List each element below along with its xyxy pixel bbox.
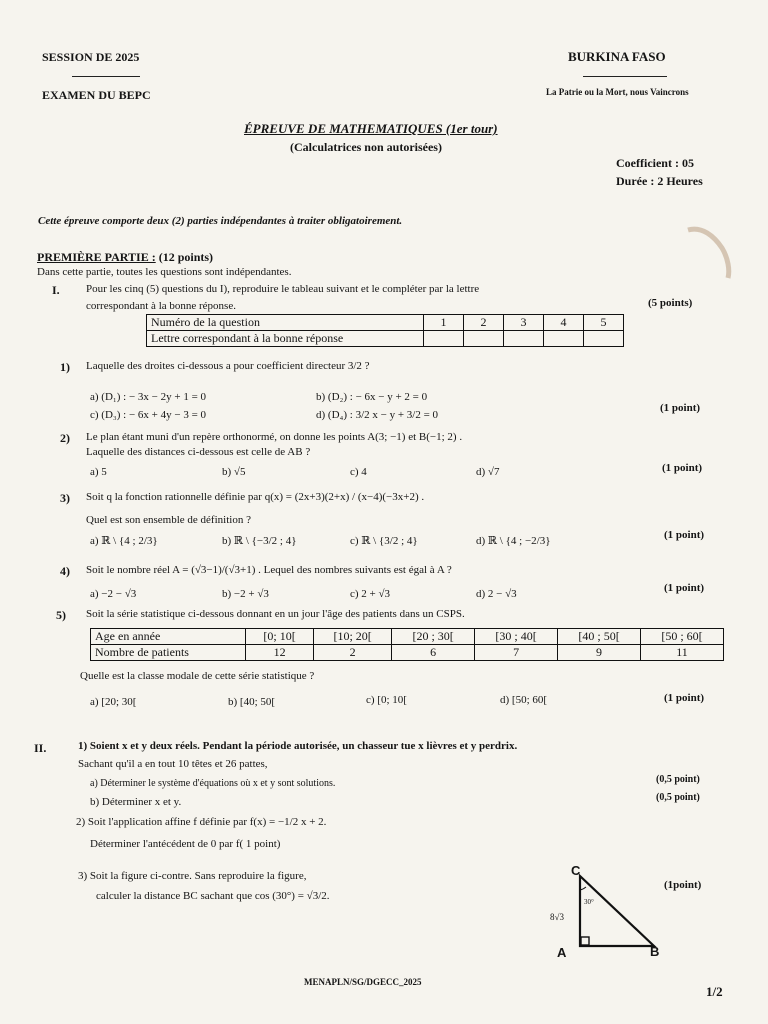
session-label: SESSION DE 2025 xyxy=(42,50,140,64)
q3-option-a: a) ℝ \ {4 ; 2/3} xyxy=(90,535,158,547)
q1-number: 1) xyxy=(60,360,70,374)
table-cell xyxy=(464,331,504,347)
divider xyxy=(583,76,667,77)
q1-points: (1 point) xyxy=(660,402,701,414)
p2-q1b: b) Déterminer x et y. xyxy=(90,796,182,808)
answer-table xyxy=(146,314,624,347)
vertex-a-label: A xyxy=(557,945,567,960)
q3-text1: Soit q la fonction rationnelle définie par q(x) = (2x+3)(2+x) / (x−4)(−3x+2) . xyxy=(86,491,425,503)
statistics-table xyxy=(90,628,724,661)
q3-option-b: b) ℝ \ {−3/2 ; 4} xyxy=(222,535,297,547)
q2-option-a: a) 5 xyxy=(90,466,107,478)
table-cell: [20 ; 30[ xyxy=(392,629,475,645)
q5-option-d: d) [50; 60[ xyxy=(500,694,548,706)
epreuve-title: ÉPREUVE DE MATHEMATIQUES (1er tour) xyxy=(244,121,498,136)
country-label: BURKINA FASO xyxy=(568,49,666,64)
table-cell: Age en année xyxy=(91,629,246,645)
vertex-c-label: C xyxy=(571,863,581,878)
p2-q1a: a) Déterminer le système d'équations où x et y sont solutions. xyxy=(90,778,336,789)
table-cell: 6 xyxy=(392,645,475,661)
q5-option-b: b) [40; 50[ xyxy=(228,696,276,708)
q4-number: 4) xyxy=(60,564,70,578)
table-cell xyxy=(424,331,464,347)
q4-option-a: a) −2 − √3 xyxy=(90,588,137,600)
q5-option-c: c) [0; 10[ xyxy=(366,694,407,706)
table-cell: [50 ; 60[ xyxy=(641,629,724,645)
table-cell: Lettre correspondant à la bonne réponse xyxy=(147,331,424,347)
vertex-b-label: B xyxy=(650,944,660,959)
p2-q3-points: (1point) xyxy=(664,879,702,891)
instruction-line2: correspondant à la bonne réponse. xyxy=(86,300,236,312)
q5-points: (1 point) xyxy=(664,692,705,704)
angle-label: 30° xyxy=(584,898,594,906)
intro-text: Cette épreuve comporte deux (2) parties indépendantes à traiter obligatoirement. xyxy=(38,215,403,227)
roman-I: I. xyxy=(52,283,60,297)
q1-option-c: c) (D₃) : − 6x + 4y − 3 = 0 xyxy=(90,409,207,421)
q2-points: (1 point) xyxy=(662,462,703,474)
instruction-line1: Pour les cinq (5) questions du I), reproduire le tableau suivant et le compléter par la lettre xyxy=(86,283,480,295)
p2-q1-line2: Sachant qu'il a en tout 10 têtes et 26 pattes, xyxy=(78,758,268,770)
q5-text: Soit la série statistique ci-dessous donnant en un jour l'âge des patients dans un CSPS. xyxy=(86,608,465,620)
footer-code: MENAPLN/SG/DGECC_2025 xyxy=(304,977,422,987)
roman-II: II. xyxy=(34,741,47,755)
paper-mark xyxy=(684,222,734,282)
q4-option-c: c) 2 + √3 xyxy=(350,588,391,600)
table-cell: 9 xyxy=(558,645,641,661)
q3-points: (1 point) xyxy=(664,529,705,541)
p2-q3-line2: calculer la distance BC sachant que cos (30°) = √3/2. xyxy=(96,890,330,902)
table-cell: 4 xyxy=(544,315,584,331)
q4-option-d: d) 2 − √3 xyxy=(476,588,517,600)
p2-q1-line1: 1) Soient x et y deux réels. Pendant la période autorisée, un chasseur tue x lièvres et y perdrix. xyxy=(78,740,518,752)
q5-question: Quelle est la classe modale de cette série statistique ? xyxy=(80,670,315,682)
table-cell: [40 ; 50[ xyxy=(558,629,641,645)
table-cell: 3 xyxy=(504,315,544,331)
q1-option-d: d) (D₄) : 3/2 x − y + 3/2 = 0 xyxy=(316,409,439,421)
q1-option-b: b) (D₂) : − 6x − y + 2 = 0 xyxy=(316,391,428,403)
table-cell: 7 xyxy=(475,645,558,661)
q2-text2: Laquelle des distances ci-dessous est celle de AB ? xyxy=(86,446,311,458)
page-number: 1/2 xyxy=(706,984,723,999)
table-cell: 11 xyxy=(641,645,724,661)
q2-number: 2) xyxy=(60,431,70,445)
p2-q3-line1: 3) Soit la figure ci-contre. Sans reproduire la figure, xyxy=(78,870,307,882)
q5-number: 5) xyxy=(56,608,66,622)
table-cell: [30 ; 40[ xyxy=(475,629,558,645)
table-cell: 2 xyxy=(464,315,504,331)
part1-heading: PREMIÈRE PARTIE : xyxy=(37,250,156,264)
part1-desc: Dans cette partie, toutes les questions sont indépendantes. xyxy=(37,266,292,278)
calculators-note: (Calculatrices non autorisées) xyxy=(290,140,442,154)
q4-text: Soit le nombre réel A = (√3−1)/(√3+1) . Lequel des nombres suivants est égal à A ? xyxy=(86,564,452,576)
p2-q1b-points: (0,5 point) xyxy=(656,792,700,803)
q5-option-a: a) [20; 30[ xyxy=(90,696,137,708)
q3-option-d: d) ℝ \ {4 ; −2/3} xyxy=(476,535,551,547)
table-row xyxy=(91,629,724,645)
side-label: 8√3 xyxy=(550,912,564,922)
table-cell: [10; 20[ xyxy=(314,629,392,645)
exam-label: EXAMEN DU BEPC xyxy=(42,88,151,102)
q2-text1: Le plan étant muni d'un repère orthonormé, on donne les points A(3; −1) et B(−1; 2) . xyxy=(86,431,463,443)
table-row xyxy=(147,331,624,347)
q1-text: Laquelle des droites ci-dessous a pour coefficient directeur 3/2 ? xyxy=(86,360,370,372)
p2-q1a-points: (0,5 point) xyxy=(656,774,700,785)
q2-option-c: c) 4 xyxy=(350,466,367,478)
duration: Durée : 2 Heures xyxy=(616,174,703,188)
table-cell xyxy=(584,331,624,347)
table-row xyxy=(147,315,624,331)
q2-option-d: d) √7 xyxy=(476,466,500,478)
q2-option-b: b) √5 xyxy=(222,466,246,478)
q1-option-a: a) (D₁) : − 3x − 2y + 1 = 0 xyxy=(90,391,207,403)
q3-text2: Quel est son ensemble de définition ? xyxy=(86,514,251,526)
p2-q2-line1: 2) Soit l'application affine f définie par f(x) = −1/2 x + 2. xyxy=(76,816,327,828)
table-cell: 2 xyxy=(314,645,392,661)
table-cell xyxy=(504,331,544,347)
table-cell: 1 xyxy=(424,315,464,331)
table-cell: Numéro de la question xyxy=(147,315,424,331)
q4-points: (1 point) xyxy=(664,582,705,594)
part1-points: (12 points) xyxy=(158,250,214,264)
table-cell: 12 xyxy=(246,645,314,661)
q3-number: 3) xyxy=(60,491,70,505)
table-cell xyxy=(544,331,584,347)
instruction-points: (5 points) xyxy=(648,297,693,309)
q4-option-b: b) −2 + √3 xyxy=(222,588,269,600)
table-cell: Nombre de patients xyxy=(91,645,246,661)
p2-q2-line2: Déterminer l'antécédent de 0 par f( 1 point) xyxy=(90,838,281,850)
table-cell: 5 xyxy=(584,315,624,331)
motto: La Patrie ou la Mort, nous Vaincrons xyxy=(546,87,689,97)
q3-option-c: c) ℝ \ {3/2 ; 4} xyxy=(350,535,418,547)
divider xyxy=(72,76,140,77)
table-cell: [0; 10[ xyxy=(246,629,314,645)
coefficient: Coefficient : 05 xyxy=(616,156,694,170)
table-row xyxy=(91,645,724,661)
